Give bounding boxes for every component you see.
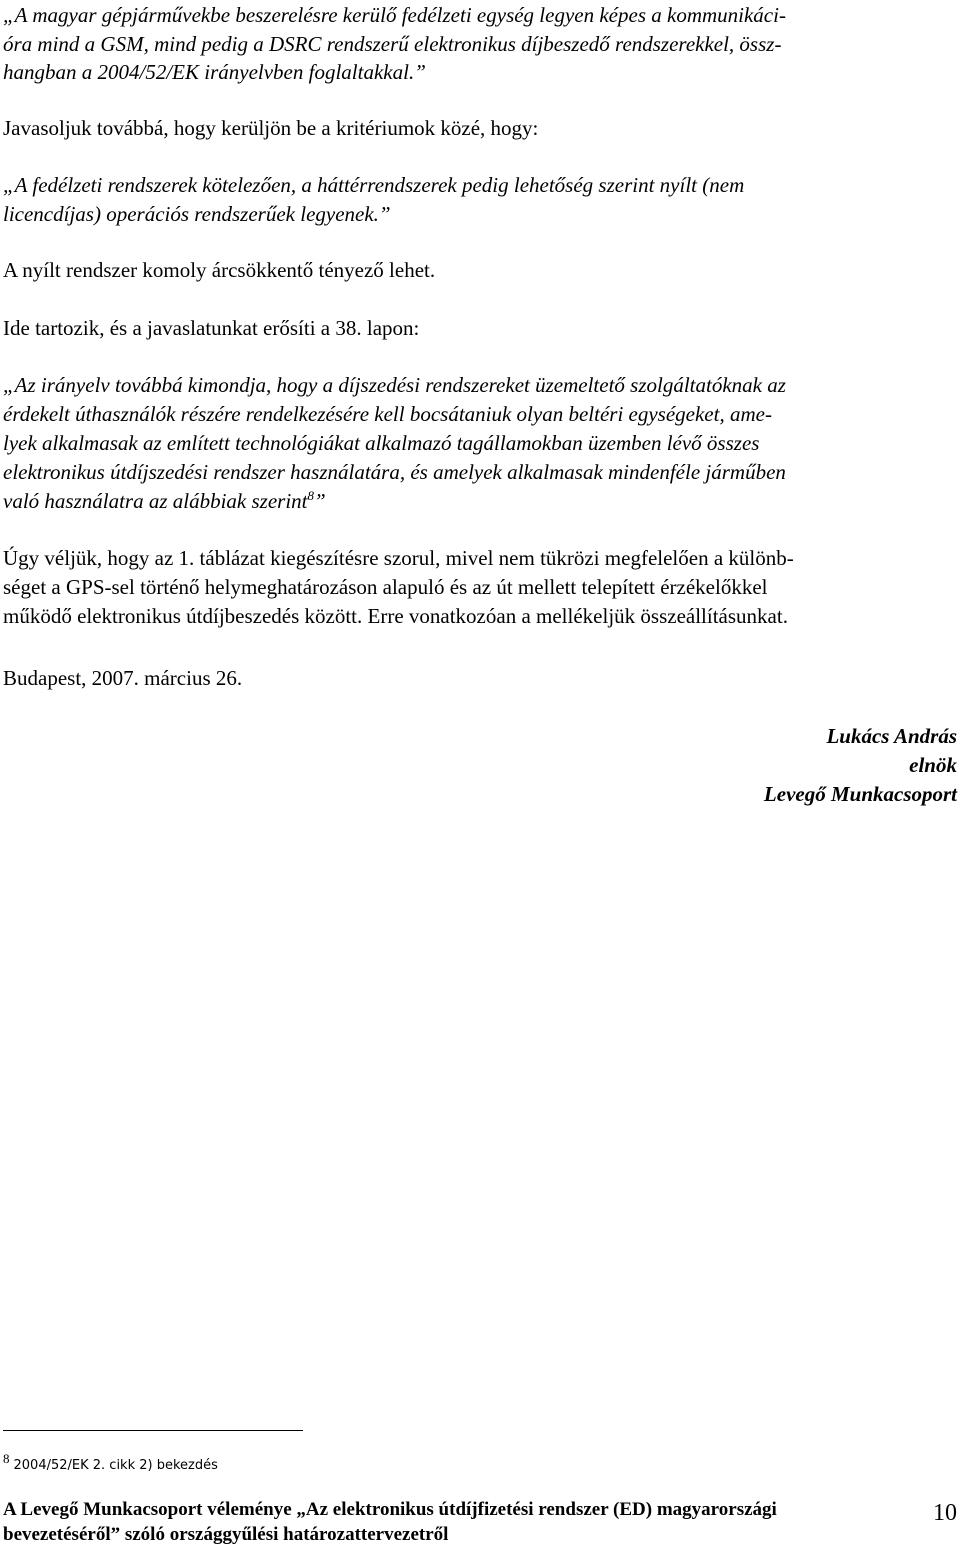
footnote-divider — [3, 1430, 303, 1431]
signature-role: elnök — [909, 753, 957, 777]
quote3-closing-mark: ” — [314, 489, 326, 513]
paragraph-table-line-3: működő elektronikus útdíjbeszedés között. Erre vonatkozóan a mellékeljük összeállításunkat. — [3, 604, 788, 628]
quote3-line-4: elektronikus útdíjszedési rendszer használatára, és amelyek alkalmasak mindenféle járműben — [3, 460, 786, 484]
quote2-line-2: licencdíjas) operációs rendszerűek legyenek.” — [3, 202, 391, 226]
quote1-line-2: óra mind a GSM, mind pedig a DSRC rendszerű elektronikus díjbeszedő rendszerekkel, össz- — [3, 32, 782, 56]
footer-line-2: bevezetéséről” szóló országgyűlési határozattervezetről — [3, 1524, 449, 1545]
footnote-text: 2004/52/EK 2. cikk 2) bekezdés — [13, 1458, 218, 1473]
quote3-line-3: lyek alkalmasak az említett technológiákat alkalmazó tagállamokban üzemben lévő összes — [3, 431, 760, 455]
quote3-line-1: „Az irányelv továbbá kimondja, hogy a díjszedési rendszereket üzemeltető szolgáltatóknak az — [3, 373, 786, 397]
footer-line-1: A Levegő Munkacsoport véleménye „Az elektronikus útdíjfizetési rendszer (ED) magyarországi — [3, 1499, 777, 1520]
quote3-line-5 — [3, 488, 326, 514]
paragraph-table-line-2: séget a GPS-sel történő helymeghatározáson alapuló és az út mellett telepített érzékelőkkel — [3, 575, 768, 599]
footnote-number: 8 — [3, 1451, 10, 1466]
quote2-line-1: „A fedélzeti rendszerek kötelezően, a háttérrendszerek pedig lehetőség szerint nyílt (nem — [3, 173, 745, 197]
date-line: Budapest, 2007. március 26. — [3, 666, 243, 690]
quote1-line-3: hangban a 2004/52/EK irányelvben foglaltakkal.” — [3, 60, 426, 84]
paragraph-open-system: A nyílt rendszer komoly árcsökkentő tényező lehet. — [3, 258, 436, 282]
paragraph-criteria-intro: Javasoljuk továbbá, hogy kerüljön be a kritériumok közé, hogy: — [3, 116, 539, 140]
footnote — [3, 1450, 218, 1475]
page-number: 10 — [933, 1500, 957, 1526]
signature-organization: Levegő Munkacsoport — [763, 782, 957, 806]
quote1-line-1: „A magyar gépjárművekbe beszerelésre kerülő fedélzeti egység legyen képes a kommunikáci- — [3, 3, 786, 27]
paragraph-table-line-1: Úgy véljük, hogy az 1. táblázat kiegészítésre szorul, mivel nem tükrözi megfelelően a különb- — [3, 546, 794, 570]
footnote-reference[interactable]: 8 — [307, 488, 315, 503]
signature-name: Lukács András — [826, 724, 957, 748]
quote3-line-2: érdekelt úthasználók részére rendelkezésére kell bocsátaniuk olyan beltéri egységeket, ame- — [3, 402, 772, 426]
paragraph-page-reference: Ide tartozik, és a javaslatunkat erősíti a 38. lapon: — [3, 316, 420, 340]
quote3-line-5-text: való használatra az alábbiak szerint — [3, 489, 308, 513]
